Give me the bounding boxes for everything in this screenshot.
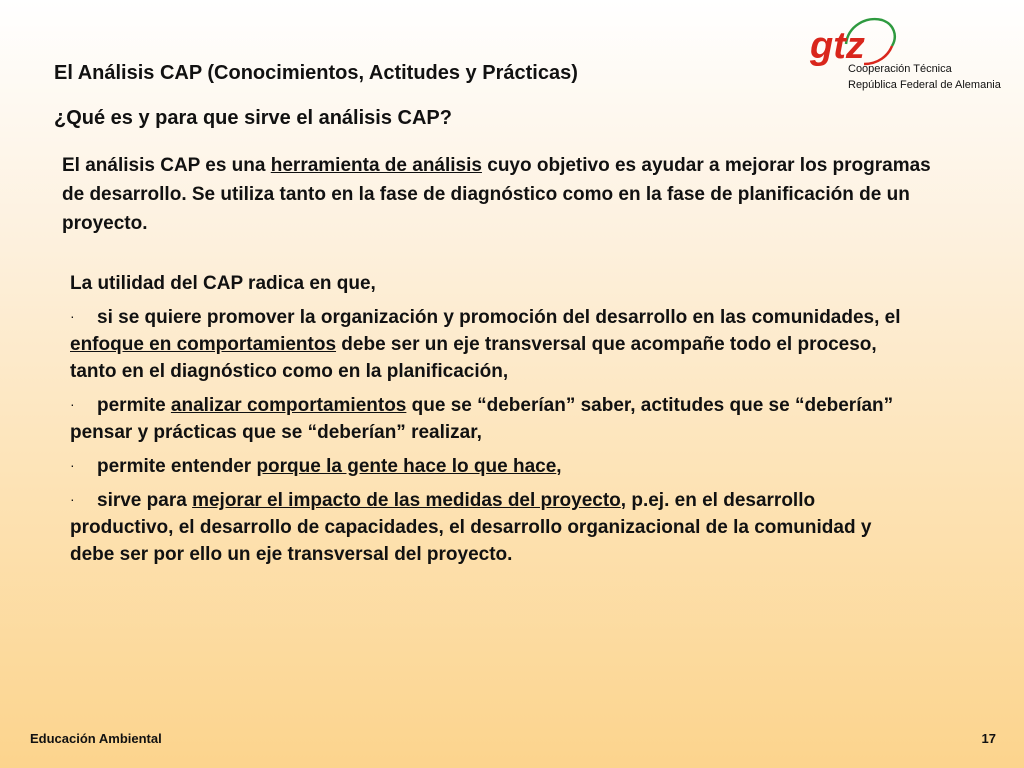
page-number: 17 <box>981 731 996 746</box>
bullet-text-before: sirve para <box>97 490 193 511</box>
bullet-item <box>70 452 920 480</box>
bullet-underlined: porque la gente hace lo que hace <box>256 456 557 477</box>
bullet-dot: · <box>70 491 75 507</box>
bullet-underlined: analizar comportamientos <box>170 395 407 416</box>
footer-course-name: Educación Ambiental <box>30 731 162 746</box>
utility-section <box>70 270 920 574</box>
bullet-text-after: debe ser un eje transversal que acompañe todo el proceso, tanto en el diagnóstico como en la planificación, <box>70 334 877 382</box>
bullet-text-after: que se “deberían” saber, actitudes que se “deberían” pensar y prácticas que se “deberían” realizar, <box>70 395 894 443</box>
bullet-underlined: mejorar el impacto de las medidas del proyecto <box>192 490 621 511</box>
bullet-dot: · <box>70 308 75 324</box>
bullet-underlined: enfoque en comportamientos <box>70 334 337 355</box>
logo-text: gtz <box>810 25 865 67</box>
slide-title: El Análisis CAP (Conocimientos, Actitudes y Prácticas) <box>54 62 578 84</box>
org-line-2: República Federal de Alemania <box>848 79 1001 91</box>
intro-paragraph <box>62 151 932 238</box>
utility-heading: La utilidad del CAP radica en que, <box>70 273 376 294</box>
bullet-item <box>70 391 920 446</box>
bullet-text-after: , <box>556 456 562 477</box>
intro-text-after: cuyo objetivo es ayudar a mejorar los programas de desarrollo. Se utiliza tanto en la fase de diagnóstico como en la fase de planificación de un proyecto. <box>62 155 931 234</box>
intro-underlined-term: herramienta de análisis <box>270 155 482 176</box>
bullet-text-before: permite entender <box>97 456 257 477</box>
bullet-text-before: permite <box>97 395 171 416</box>
bullet-text-before: si se quiere promover la organización y promoción del desarrollo en las comunidades, el <box>97 307 901 328</box>
bullet-item <box>70 303 920 385</box>
organization-name <box>848 61 1001 93</box>
bullet-text-after: , p.ej. en el desarrollo productivo, el desarrollo de capacidades, el desarrollo organizacional de la comunidad y debe ser por ello un eje transversal del proyecto. <box>70 490 872 565</box>
bullet-dot: · <box>70 457 75 473</box>
slide-subtitle: ¿Qué es y para que sirve el análisis CAP? <box>54 107 452 129</box>
org-line-1: Cooperación Técnica <box>848 63 952 75</box>
intro-text-before: El análisis CAP es una <box>62 155 271 176</box>
bullet-item <box>70 486 920 568</box>
bullet-dot: · <box>70 396 75 412</box>
